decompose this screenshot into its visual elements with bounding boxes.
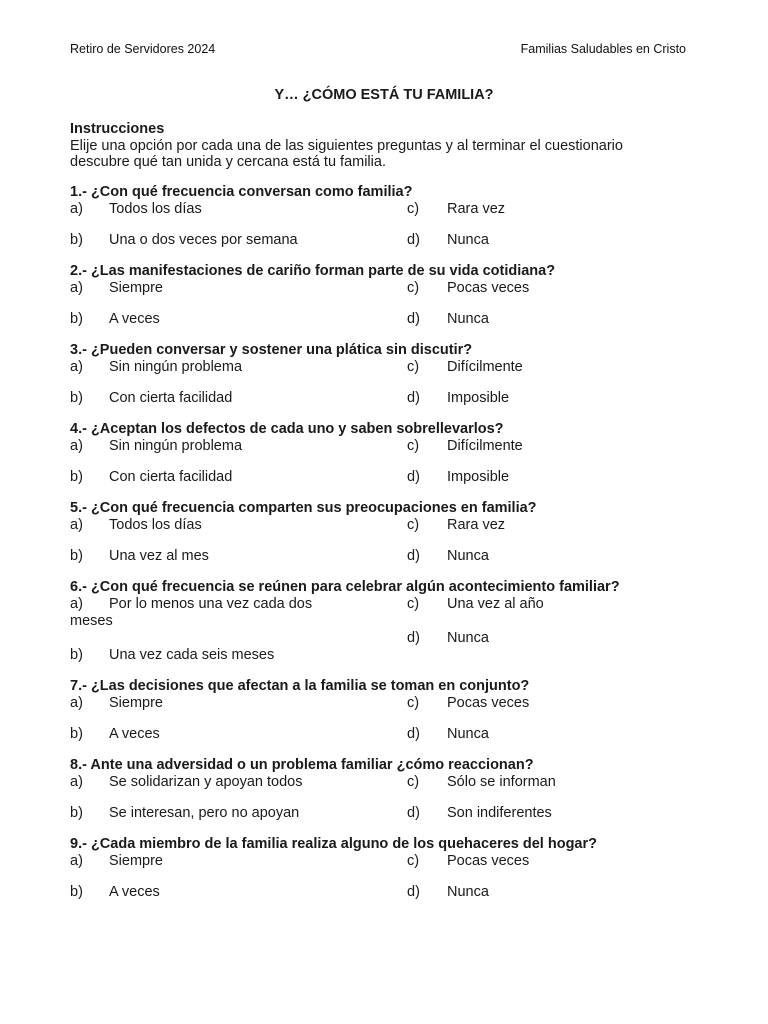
- question-6: [70, 579, 710, 664]
- option-label-d: d): [407, 805, 420, 821]
- option-label-d: d): [407, 232, 420, 248]
- option-label-c: c): [407, 517, 420, 533]
- option-a: Siempre: [109, 695, 163, 711]
- option-label-c: c): [407, 695, 420, 711]
- question-5: [70, 500, 710, 565]
- option-c: Pocas veces: [447, 853, 530, 869]
- question-text: 2.- ¿Las manifestaciones de cariño forman parte de su vida cotidiana?: [70, 263, 556, 279]
- question-text: 7.- ¿Las decisiones que afectan a la familia se toman en conjunto?: [70, 678, 530, 694]
- option-c: Sólo se informan: [447, 774, 556, 790]
- option-label-a: a): [70, 438, 83, 454]
- option-label-b: b): [70, 232, 83, 248]
- option-a: Siempre: [109, 280, 163, 296]
- option-label-a: a): [70, 853, 83, 869]
- instructions-line-1: Elije una opción por cada una de las siguientes preguntas y al terminar el cuestionario: [70, 137, 623, 154]
- question-2: [70, 263, 710, 328]
- option-b: Una o dos veces por semana: [109, 232, 298, 248]
- question-8: [70, 757, 710, 822]
- question-text: 8.- Ante una adversidad o un problema familiar ¿cómo reaccionan?: [70, 757, 534, 773]
- option-b: A veces: [109, 884, 160, 900]
- option-d: Nunca: [447, 232, 489, 248]
- option-b: A veces: [109, 311, 160, 327]
- option-c: Una vez al año: [447, 596, 544, 612]
- option-label-d: d): [407, 884, 420, 900]
- option-b: Se interesan, pero no apoyan: [109, 805, 300, 821]
- option-label-d: d): [407, 311, 420, 327]
- option-a: Se solidarizan y apoyan todos: [109, 774, 303, 790]
- option-label-b: b): [70, 548, 83, 564]
- option-label-c: c): [407, 774, 420, 790]
- option-label-b: b): [70, 469, 83, 485]
- option-d: Nunca: [447, 311, 489, 327]
- document-title: Y… ¿CÓMO ESTÁ TU FAMILIA?: [274, 87, 494, 103]
- option-c: Difícilmente: [447, 359, 523, 375]
- instructions-heading: Instrucciones: [70, 121, 165, 137]
- option-b: Una vez cada seis meses: [109, 647, 275, 663]
- option-b: Con cierta facilidad: [109, 390, 233, 406]
- option-label-a: a): [70, 201, 83, 217]
- question-4: [70, 421, 710, 486]
- option-label-c: c): [407, 596, 420, 612]
- option-c: Rara vez: [447, 517, 506, 533]
- option-label-a: a): [70, 280, 83, 296]
- option-label-c: c): [407, 359, 420, 375]
- option-d: Nunca: [447, 630, 489, 646]
- option-label-d: d): [407, 726, 420, 742]
- option-c: Pocas veces: [447, 280, 530, 296]
- option-label-b: b): [70, 726, 83, 742]
- option-d: Imposible: [447, 469, 510, 485]
- option-a: Todos los días: [109, 517, 202, 533]
- option-label-b: b): [70, 647, 83, 663]
- question-3: [70, 342, 710, 407]
- question-text: 9.- ¿Cada miembro de la familia realiza alguno de los quehaceres del hogar?: [70, 836, 597, 852]
- option-b: Con cierta facilidad: [109, 469, 233, 485]
- option-label-c: c): [407, 201, 420, 217]
- option-label-a: a): [70, 774, 83, 790]
- option-a-continuation: meses: [70, 613, 113, 629]
- option-label-d: d): [407, 390, 420, 406]
- question-text: 4.- ¿Aceptan los defectos de cada uno y saben sobrellevarlos?: [70, 421, 504, 437]
- questionnaire: [70, 184, 710, 915]
- option-label-d: d): [407, 630, 420, 646]
- option-label-a: a): [70, 517, 83, 533]
- question-1: [70, 184, 710, 249]
- option-label-b: b): [70, 390, 83, 406]
- option-a: Sin ningún problema: [109, 438, 243, 454]
- option-label-b: b): [70, 805, 83, 821]
- option-label-b: b): [70, 884, 83, 900]
- option-d: Nunca: [447, 726, 489, 742]
- option-b: A veces: [109, 726, 160, 742]
- instructions: [70, 121, 700, 171]
- option-d: Imposible: [447, 390, 510, 406]
- header-left: Retiro de Servidores 2024: [70, 42, 216, 56]
- option-d: Nunca: [447, 548, 489, 564]
- option-d: Nunca: [447, 884, 489, 900]
- option-a: Por lo menos una vez cada dos: [109, 596, 313, 612]
- question-text: 6.- ¿Con qué frecuencia se reúnen para celebrar algún acontecimiento familiar?: [70, 579, 620, 595]
- option-b: Una vez al mes: [109, 548, 209, 564]
- page-header: [70, 42, 686, 56]
- option-c: Rara vez: [447, 201, 506, 217]
- option-c: Difícilmente: [447, 438, 523, 454]
- option-label-c: c): [407, 280, 420, 296]
- question-text: 1.- ¿Con qué frecuencia conversan como familia?: [70, 184, 413, 200]
- option-d: Son indiferentes: [447, 805, 552, 821]
- instructions-line-2: descubre qué tan unida y cercana está tu familia.: [70, 154, 386, 170]
- question-text: 5.- ¿Con qué frecuencia comparten sus preocupaciones en familia?: [70, 500, 537, 516]
- option-c: Pocas veces: [447, 695, 530, 711]
- option-a: Siempre: [109, 853, 163, 869]
- header-right: Familias Saludables en Cristo: [520, 42, 686, 56]
- option-label-a: a): [70, 596, 83, 612]
- question-text: 3.- ¿Pueden conversar y sostener una plática sin discutir?: [70, 342, 473, 358]
- option-a: Sin ningún problema: [109, 359, 243, 375]
- option-label-d: d): [407, 548, 420, 564]
- option-label-c: c): [407, 438, 420, 454]
- option-a: Todos los días: [109, 201, 202, 217]
- option-label-a: a): [70, 359, 83, 375]
- option-label-a: a): [70, 695, 83, 711]
- option-label-c: c): [407, 853, 420, 869]
- question-9: [70, 836, 710, 901]
- option-label-b: b): [70, 311, 83, 327]
- question-7: [70, 678, 710, 743]
- option-label-d: d): [407, 469, 420, 485]
